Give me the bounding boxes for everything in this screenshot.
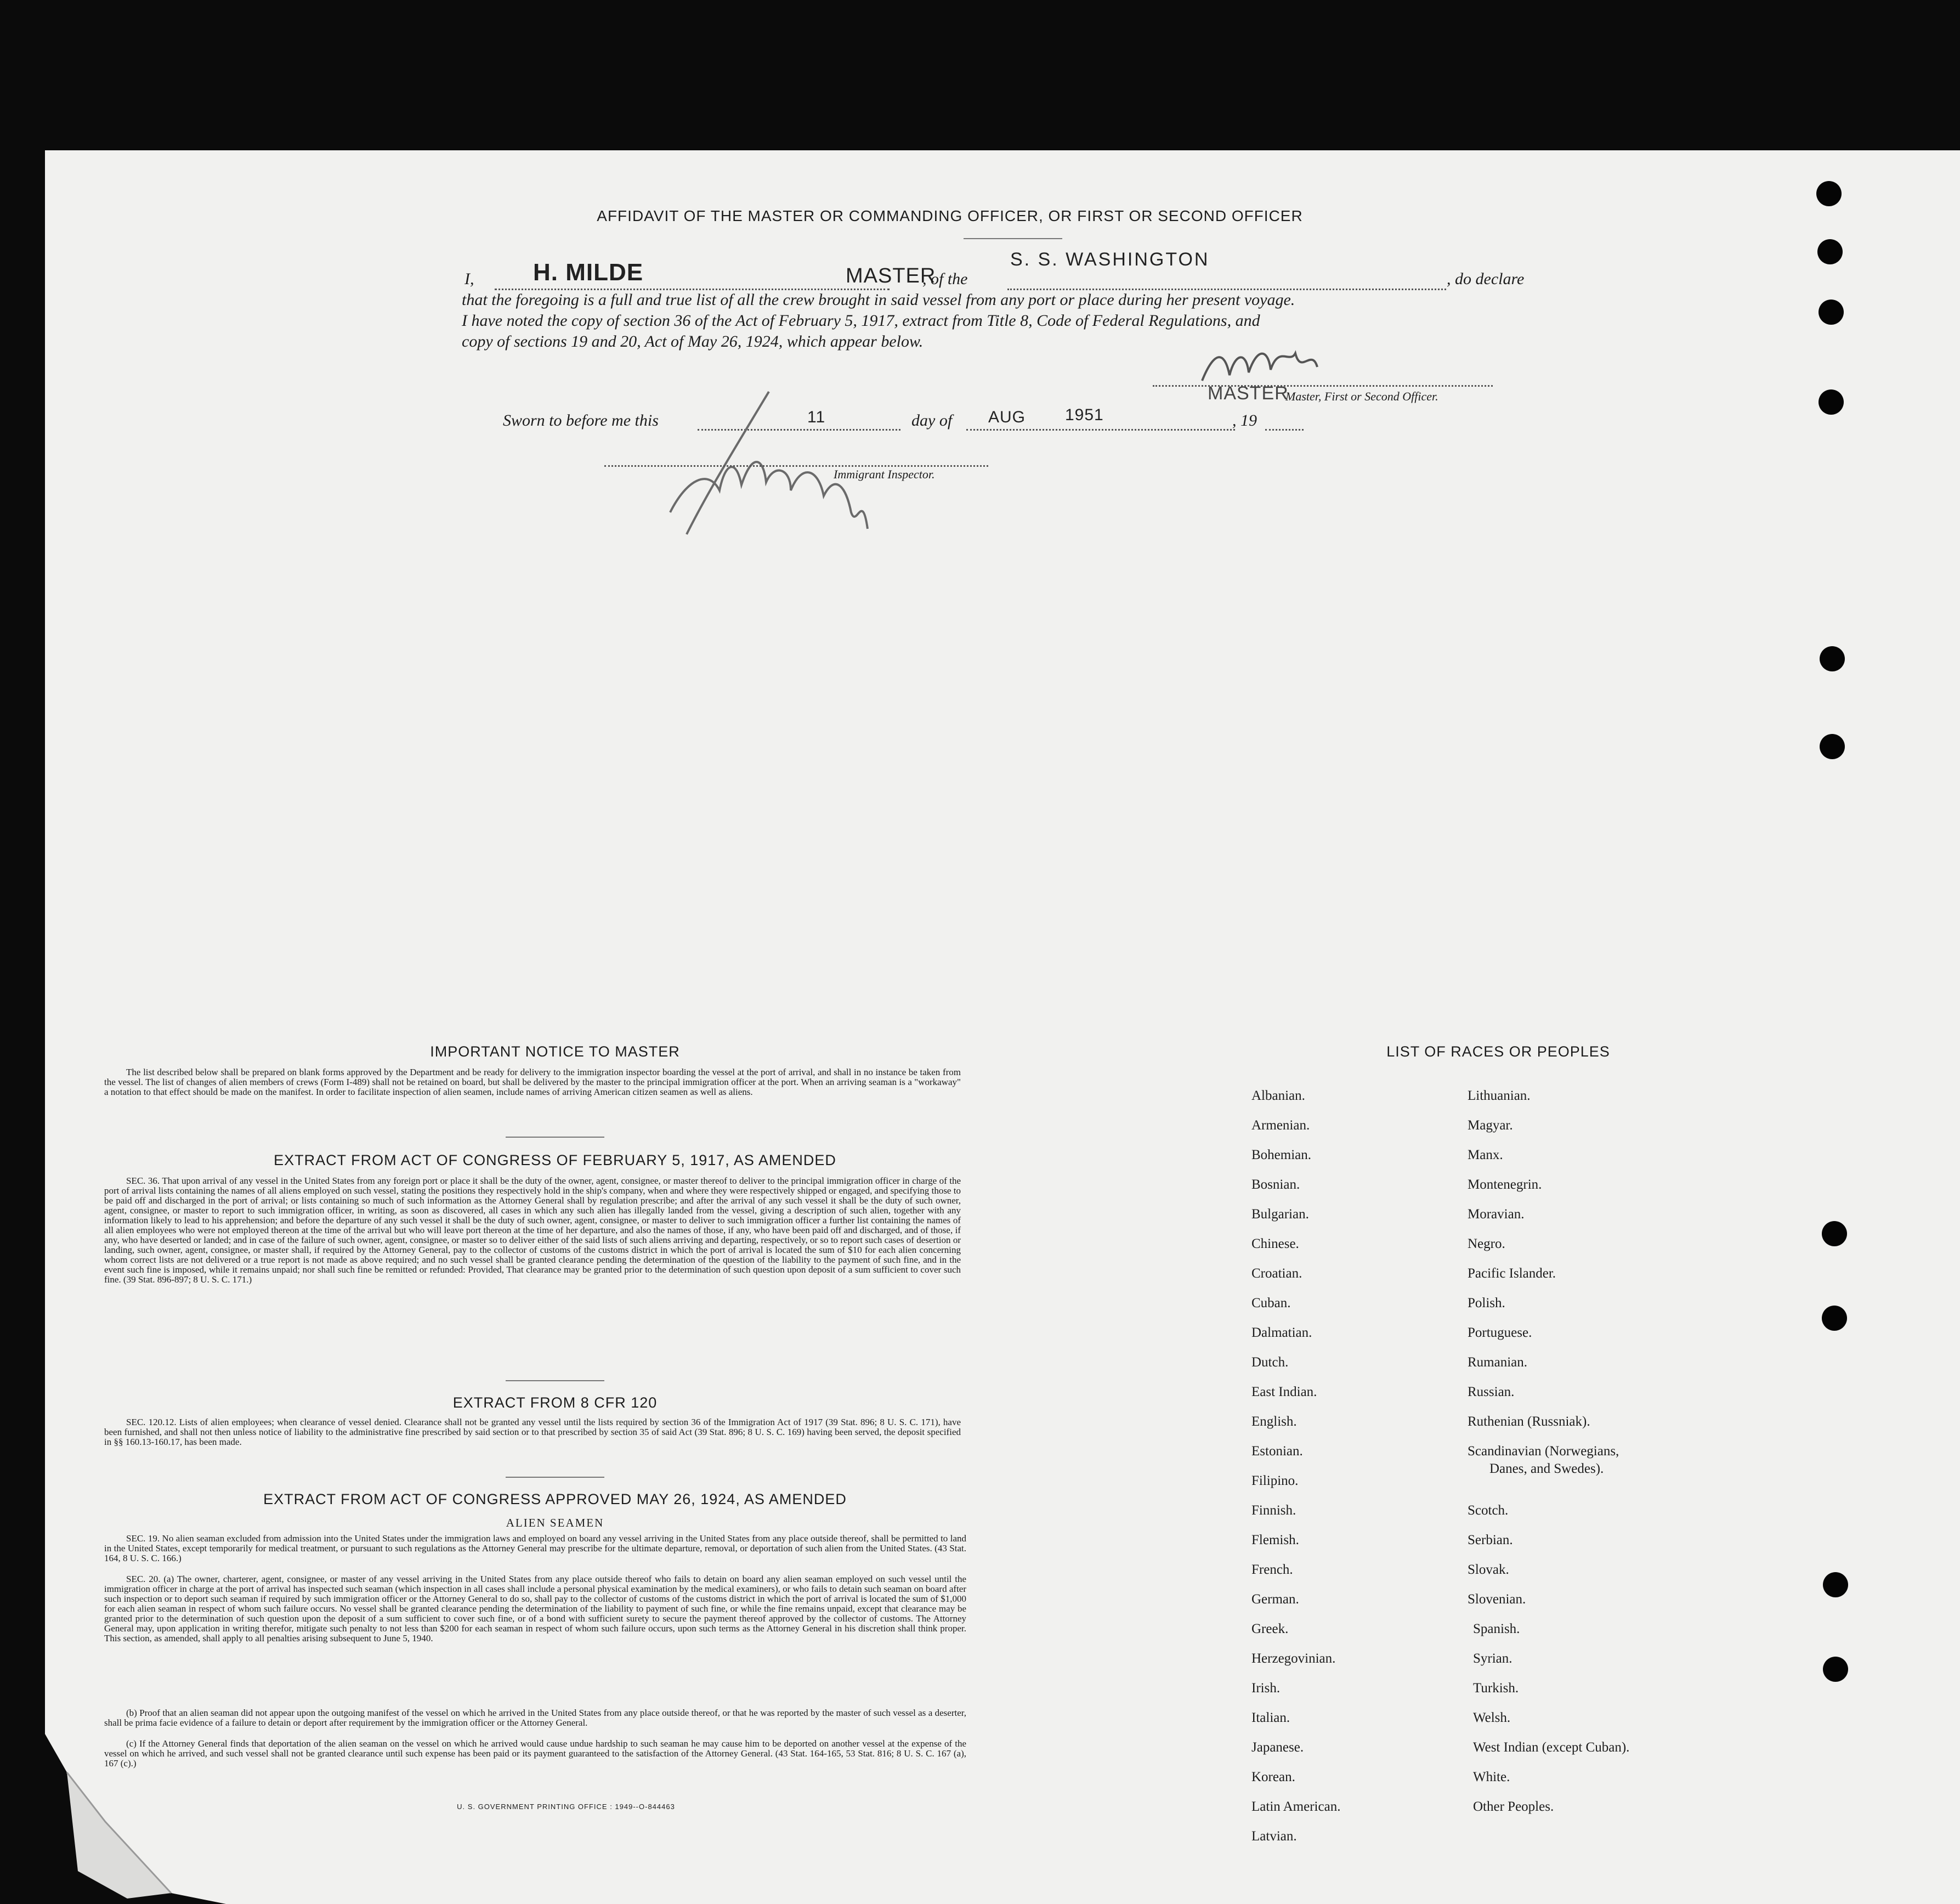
sworn-day: 11 [807, 408, 826, 426]
title-divider [964, 238, 1062, 239]
race-item: Latin American. [1251, 1799, 1341, 1814]
race-item: Bulgarian. [1251, 1207, 1309, 1222]
printer-imprint: U. S. GOVERNMENT PRINTING OFFICE : 1949--O-844463 [457, 1803, 675, 1811]
master-rank: MASTER [846, 264, 936, 287]
notice-title: IMPORTANT NOTICE TO MASTER [430, 1043, 680, 1060]
binder-hole [1822, 1306, 1847, 1331]
binder-hole [1819, 300, 1844, 325]
binder-hole [1823, 1572, 1848, 1597]
race-item: Russian. [1468, 1385, 1515, 1399]
signature-caption: Master, First or Second Officer. [1285, 389, 1438, 403]
race-item: Greek. [1251, 1621, 1289, 1636]
race-item: Slovak. [1468, 1562, 1509, 1577]
binder-hole [1822, 1221, 1847, 1246]
extract-1924-sec20c: (c) If the Attorney General finds that deportation of the alien seaman on the vessel on which he arrived would cause undue hardship to such seaman he may cause him to be deported on another vessel at the expense of the vessel on which he arrived, and such vessel shall not be granted clearance until such expense has been paid or its payment guaranteed to the satisfaction of the Attorney General. (43 Stat. 164-165, 53 Stat. 816; 8 U. S. C. 167 (a), 167 (c).) [104, 1738, 966, 1769]
race-item: East Indian. [1251, 1385, 1317, 1399]
race-item: Finnish. [1251, 1503, 1296, 1518]
inspector-signature [626, 381, 922, 540]
race-item: Pacific Islander. [1468, 1266, 1556, 1281]
declaration-line-2: that the foregoing is a full and true list of all the crew brought in said vessel from any port or place during her present voyage. [462, 291, 1295, 309]
race-item: Korean. [1251, 1770, 1295, 1784]
notice-text: The list described below shall be prepared on blank forms approved by the Department and be ready for delivery to the immigration inspector boarding the vessel at the port of arrival, and shall in no instance be taken from the vessel. The list of changes of alien members of crews (Form I-489) shall not be retained on board, but shall be delivered by the master to the principal immigration officer at the port. When an arriving seaman is a "workaway" a notation to that effect should be made on the manifest. In order to facilitate inspection of alien seamen, include names of arriving American citizen seamen as well as aliens. [104, 1067, 961, 1097]
extract-cfr-title: EXTRACT FROM 8 CFR 120 [452, 1394, 658, 1411]
binder-hole [1816, 181, 1842, 206]
sworn-year: 1951 [1065, 406, 1104, 424]
race-item: Scandinavian (Norwegians, [1468, 1444, 1619, 1459]
race-item: Italian. [1251, 1710, 1290, 1725]
race-item: Syrian. [1473, 1651, 1513, 1666]
race-item: Magyar. [1468, 1118, 1513, 1133]
race-item: Montenegrin. [1468, 1177, 1542, 1192]
race-item: Lithuanian. [1468, 1088, 1531, 1103]
sworn-month: AUG [988, 408, 1026, 426]
master-name: H. MILDE [533, 259, 644, 286]
declaration-line-4: copy of sections 19 and 20, Act of May 26, 1924, which appear below. [462, 332, 924, 351]
race-item: Ruthenian (Russniak). [1468, 1414, 1590, 1429]
extract-1917-title: EXTRACT FROM ACT OF CONGRESS OF FEBRUARY 5, 1917, AS AMENDED [274, 1152, 836, 1168]
race-item: Welsh. [1473, 1710, 1511, 1725]
vessel-name: S. S. WASHINGTON [1010, 249, 1210, 270]
race-item: Albanian. [1251, 1088, 1305, 1103]
declaration-line-3: I have noted the copy of section 36 of the Act of February 5, 1917, extract from Title 8, Code of Federal Regulations, and [462, 312, 1260, 330]
year-prefix-label: , 19 [1232, 411, 1257, 430]
race-item: Bohemian. [1251, 1148, 1312, 1162]
race-item: Danes, and Swedes). [1489, 1461, 1604, 1476]
i-label: I, [464, 270, 474, 288]
binder-hole [1820, 646, 1845, 671]
race-item: Chinese. [1251, 1236, 1299, 1251]
race-item: Filipino. [1251, 1473, 1299, 1488]
race-item: Latvian. [1251, 1829, 1297, 1844]
document-page [45, 150, 1960, 1904]
affidavit-title: AFFIDAVIT OF THE MASTER OR COMMANDING OFFICER, OR FIRST OR SECOND OFFICER [597, 207, 1303, 224]
race-item: Slovenian. [1468, 1592, 1526, 1607]
binder-hole [1820, 734, 1845, 759]
race-item: Japanese. [1251, 1740, 1304, 1755]
race-item: Polish. [1468, 1296, 1505, 1310]
race-item: Dalmatian. [1251, 1325, 1312, 1340]
binder-hole [1823, 1657, 1848, 1682]
race-item: Manx. [1468, 1148, 1503, 1162]
race-item: Turkish. [1473, 1681, 1519, 1696]
of-the-label: , of the [922, 270, 968, 288]
race-item: Armenian. [1251, 1118, 1310, 1133]
race-item: Portuguese. [1468, 1325, 1532, 1340]
race-item: White. [1473, 1770, 1510, 1784]
races-title: LIST OF RACES OR PEOPLES [1386, 1043, 1610, 1060]
binder-hole [1819, 389, 1844, 415]
alien-seamen-subtitle: ALIEN SEAMEN [506, 1516, 604, 1529]
binder-hole [1817, 239, 1843, 264]
race-item: Flemish. [1251, 1533, 1299, 1547]
race-item: Moravian. [1468, 1207, 1525, 1222]
race-item: Irish. [1251, 1681, 1281, 1696]
day-of-label: day of [911, 411, 953, 430]
master-stamp: MASTER [1208, 383, 1289, 404]
race-item: Bosnian. [1251, 1177, 1300, 1192]
race-item: Rumanian. [1468, 1355, 1528, 1370]
sworn-label: Sworn to before me this [503, 411, 659, 430]
race-item: French. [1251, 1562, 1293, 1577]
do-declare-label: , do declare [1447, 270, 1525, 288]
race-item: English. [1251, 1414, 1297, 1429]
race-item: German. [1251, 1592, 1299, 1607]
extract-cfr-text: SEC. 120.12. Lists of alien employees; when clearance of vessel denied. Clearance shall not be granted any vessel until the lists required by section 36 of the Immigration Act of 1917 (39 Stat. 896; 8 U. S. C. 171), have been furnished, and shall not then unless notice of liability to the administrative fine prescribed by said section or to that prescribed by section 35 of said Act (39 Stat. 896; 8 U. S. C. 169) having been served, the deposit specified in §§ 160.13-160.17, has been made. [104, 1417, 961, 1447]
extract-1924-sec20b: (b) Proof that an alien seaman did not appear upon the outgoing manifest of the vessel on which he arrived in the United States from any place outside thereof, or that he was reported by the master of such vessel as a deserter, shall be prima facie evidence of a failure to detain or deport after requirement by the immigration officer or the Attorney General. [104, 1708, 966, 1728]
extract-1924-sec19: SEC. 19. No alien seaman excluded from admission into the United States under the immigration laws and employed on board any vessel arriving in the United States from any place outside thereof, shall be permitted to land in the United States, except temporarily for medical treatment, or pursuant to such regulations as the Attorney General may prescribe for the ultimate departure, removal, or deportation of such alien from the United States. (43 Stat. 164, 8 U. S. C. 166.) [104, 1533, 966, 1563]
extract-1924-title: EXTRACT FROM ACT OF CONGRESS APPROVED MAY 26, 1924, AS AMENDED [263, 1491, 847, 1507]
inspector-caption: Immigrant Inspector. [834, 467, 935, 481]
race-item: Herzegovinian. [1251, 1651, 1336, 1666]
race-item: Estonian. [1251, 1444, 1303, 1459]
race-item: West Indian (except Cuban). [1473, 1740, 1630, 1755]
race-item: Negro. [1468, 1236, 1505, 1251]
race-item: Croatian. [1251, 1266, 1302, 1281]
race-item: Spanish. [1473, 1621, 1520, 1636]
race-item: Cuban. [1251, 1296, 1291, 1310]
race-item: Other Peoples. [1473, 1799, 1554, 1814]
race-item: Dutch. [1251, 1355, 1289, 1370]
extract-1924-sec20a: SEC. 20. (a) The owner, charterer, agent, consignee, or master of any vessel arriving in the United States from any place outside thereof who fails to detain on board any alien seaman employed on such vessel until the immigration officer in charge at the port of arrival has inspected such seaman (which inspection in all cases shall include a personal physical examination by the medical examiners), or who fails to detain such seaman on board after such inspection or to deport such seaman if required by such immigration officer or the Attorney General to do so, shall pay to the collector of customs of the customs district in which the port of arrival is located the sum of $1,000 for each alien seaman in respect of whom such failure occurs. No vessel shall be granted clearance pending the determination of the liability to payment of such fine, or while the fine remains unpaid, except that clearance may be granted prior to the determination of such question upon the deposit of a sum sufficient to cover such fine, or of a bond with sufficient surety to secure the payment thereof approved by the collector of customs. The Attorney General may, upon application in writing therefor, mitigate such penalty to not less than $200 for each seaman in respect of whom such failure occurs, upon such terms as the Attorney General in his discretion shall think proper. This section, as amended, shall apply to all penalties arising subsequent to June 5, 1940. [104, 1574, 966, 1643]
race-item: Scotch. [1468, 1503, 1509, 1518]
extract-1917-text: SEC. 36. That upon arrival of any vessel in the United States from any foreign port or place it shall be the duty of the owner, agent, consignee, or master thereof to deliver to the principal immigration officer in charge of the port of arrival lists containing the names of all aliens employed on such vessel, stating the positions they respectively hold in the ship's company, when and where they were respectively shipped or engaged, and specifying those to be paid off and discharged in the port of arrival; or lists containing so much of such information as the Attorney General shall by regulation prescribe; and after the arrival of any such vessel it shall be the duty of such owner, agent, consignee, or master to report to such immigration officer, in writing, as soon as discovered, all cases in which any such alien has illegally landed from the vessel, giving a description of such alien, together with any information likely to lead to his apprehension; and before the departure of any such vessel it shall be the duty of such owner, agent, consignee, or master to deliver to such immigration officer a further list containing the names of all alien employees who were not employed thereon at the time of the arrival but who will leave port thereon at the time of her departure, and also the names of those, if any, who have been paid off and discharged, and of those, if any, who have deserted or landed; and in case of the failure of such owner, agent, consignee, or master so to deliver either of the said lists of such aliens arriving and departing, respectively, or so to report such cases of desertion or landing, such owner, agent, consignee, or master shall, if required by the Attorney General, pay to the collector of customs of the customs district in which the port of arrival is located the sum of $10 for each alien concerning whom correct lists are not delivered or a true report is not made as above required; and no such vessel shall be granted clearance pending the determination of the question of the liability to the payment of such fine, and in the event such fine is imposed, while it remains unpaid; nor shall such fine be remitted or refunded: Provided, That clearance may be granted prior to the determination of such question upon deposit of a sum sufficient to cover such fine. (39 Stat. 896-897; 8 U. S. C. 171.) [104, 1176, 961, 1285]
curled-corner [45, 1728, 226, 1904]
race-item: Serbian. [1468, 1533, 1513, 1547]
